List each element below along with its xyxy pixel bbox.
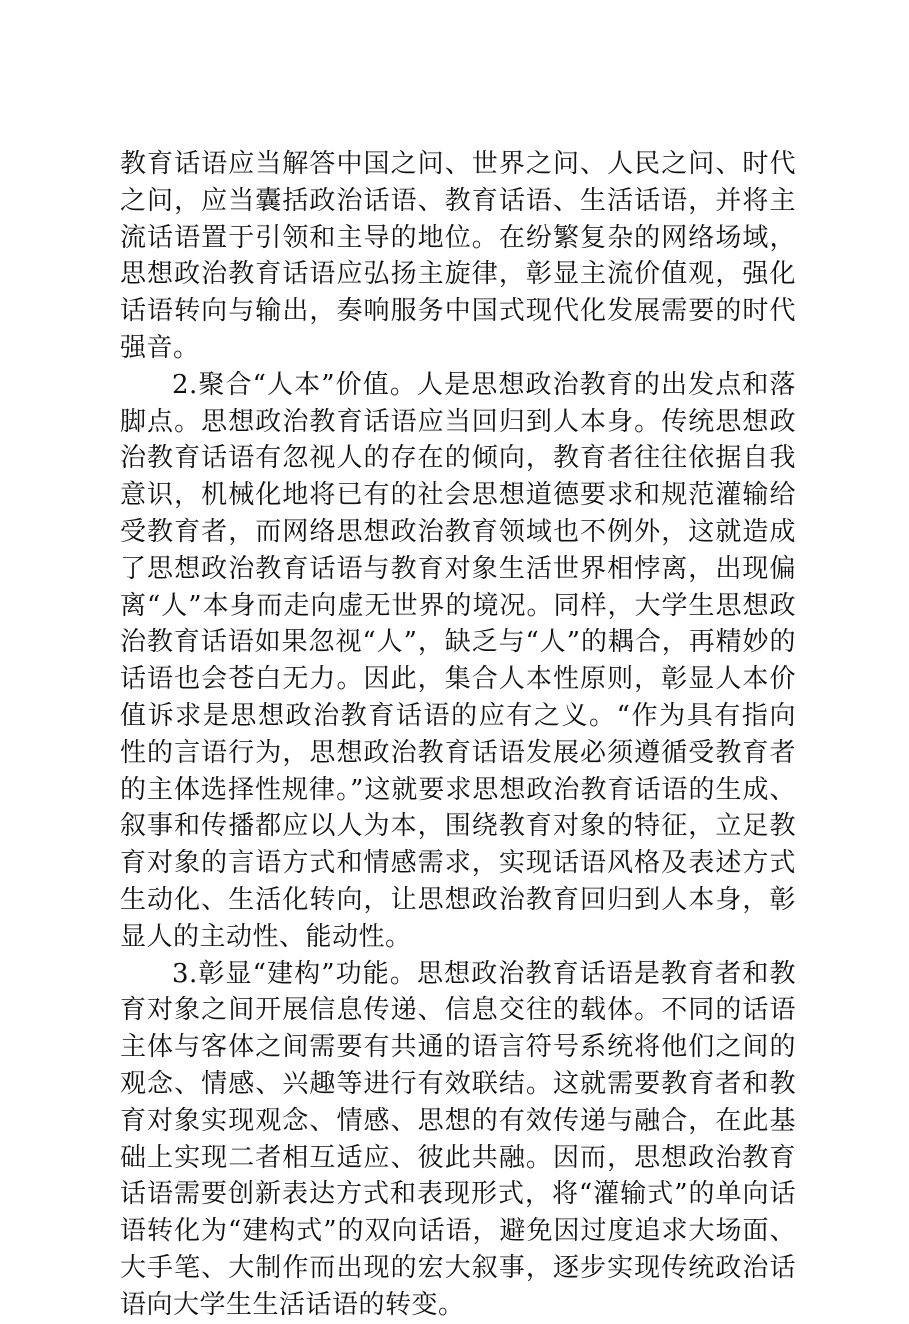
paragraph-construction-function: 3.彰显“建构”功能。思想政治教育话语是教育者和教育对象之间开展信息传递、信息交往的载体。不同的话语主体与客体之间需要有共通的语言符号系统将他们之间的观念、情感、兴趣等进行有效联结。这就需要教育者和教育对象实现观念、情感、思想的有效传递与融合，在此基础上实现二者相互适应、彼此共融。因而，思想政治教育话语需要创新表达方式和表现形式，将“灌输式”的单向话语转化为“建构式”的双向话语，避免因过度追求大场面、大手笔、大制作而出现的宏大叙事，逐步实现传统政治话语向大学生生活话语的转变。	[120, 958, 796, 1320]
body-text	[120, 146, 796, 1324]
paragraph-humanistic-value: 2.聚合“人本”价值。人是思想政治教育的出发点和落脚点。思想政治教育话语应当回归到人本身。传统思想政治教育话语有忽视人的存在的倾向，教育者往往依据自我意识，机械化地将已有的社会思想道德要求和规范灌输给受教育者，而网络思想政治教育领域也不例外，这就造成了思想政治教育话语与教育对象生活世界相悖离，出现偏离“人”本身而走向虚无世界的境况。同样，大学生思想政治教育话语如果忽视“人”，缺乏与“人”的耦合，再精妙的话语也会苍白无力。因此，集合人本性原则，彰显人本价值诉求是思想政治教育话语的应有之义。“作为具有指向性的言语行为，思想政治教育话语发展必须遵循受教育者的主体选择性规律。”这就要求思想政治教育话语的生成、叙事和传播都应以人为本，围绕教育对象的特征，立足教育对象的言语方式和情感需求，实现话语风格及表述方式生动化、生活化转向，让思想政治教育回归到人本身，彰显人的主动性、能动性。	[120, 369, 796, 952]
paragraph-continuation: 教育话语应当解答中国之问、世界之问、人民之问、时代之问，应当囊括政治话语、教育话语、生活话语，并将主流话语置于引领和主导的地位。在纷繁复杂的网络场域，思想政治教育话语应弘扬主旋律，彰显主流价值观，强化话语转向与输出，奏响服务中国式现代化发展需要的时代强音。	[120, 149, 796, 363]
